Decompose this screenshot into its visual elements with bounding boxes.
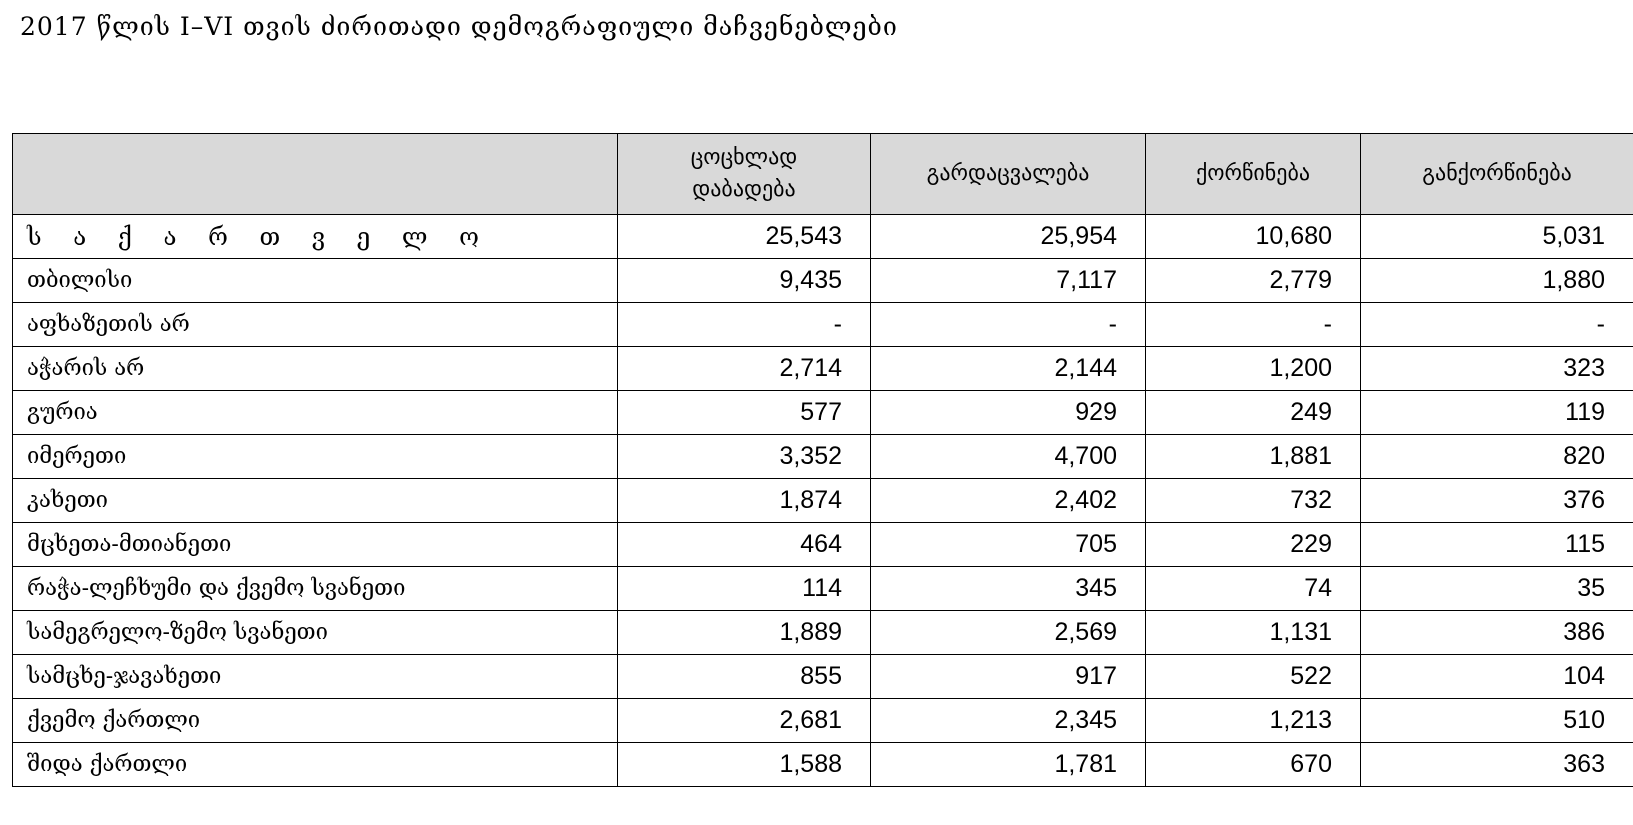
table-row [13,259,1633,303]
marriages-cell: 10,680 [1146,215,1361,259]
divorces-cell: 323 [1361,347,1633,391]
births-cell: 1,588 [618,743,871,787]
region-cell: სამეგრელო-ზემო სვანეთი [13,611,618,655]
table-row [13,743,1633,787]
deaths-cell: 929 [871,391,1146,435]
header-divorces: განქორწინება [1361,134,1633,215]
header-births: ცოცხლად დაბადება [618,134,871,215]
divorces-cell: 119 [1361,391,1633,435]
region-cell: ს ა ქ ა რ თ ვ ე ლ ო [13,215,618,259]
table-row [13,479,1633,523]
table-row [13,655,1633,699]
deaths-cell: - [871,303,1146,347]
deaths-cell: 25,954 [871,215,1146,259]
marriages-cell: 74 [1146,567,1361,611]
header-marriages: ქორწინება [1146,134,1361,215]
table-row [13,303,1633,347]
deaths-cell: 2,402 [871,479,1146,523]
births-cell: 25,543 [618,215,871,259]
births-cell: 464 [618,523,871,567]
table-header-row [13,134,1633,215]
deaths-cell: 345 [871,567,1146,611]
births-cell: - [618,303,871,347]
births-cell: 2,681 [618,699,871,743]
region-cell: აფხაზეთის არ [13,303,618,347]
deaths-cell: 2,345 [871,699,1146,743]
divorces-cell: 820 [1361,435,1633,479]
marriages-cell: 1,131 [1146,611,1361,655]
marriages-cell: 1,213 [1146,699,1361,743]
marriages-cell: 249 [1146,391,1361,435]
divorces-cell: 363 [1361,743,1633,787]
table-row-total [13,215,1633,259]
marriages-cell: 732 [1146,479,1361,523]
divorces-cell: 1,880 [1361,259,1633,303]
divorces-cell: 104 [1361,655,1633,699]
marriages-cell: - [1146,303,1361,347]
births-cell: 3,352 [618,435,871,479]
divorces-cell: 376 [1361,479,1633,523]
births-cell: 1,889 [618,611,871,655]
divorces-cell: 386 [1361,611,1633,655]
header-region [13,134,618,215]
divorces-cell: - [1361,303,1633,347]
deaths-cell: 917 [871,655,1146,699]
deaths-cell: 2,569 [871,611,1146,655]
demographics-table [12,133,1633,787]
divorces-cell: 115 [1361,523,1633,567]
region-cell: რაჭა-ლეჩხუმი და ქვემო სვანეთი [13,567,618,611]
table-row [13,435,1633,479]
region-cell: მცხეთა-მთიანეთი [13,523,618,567]
region-cell: ქვემო ქართლი [13,699,618,743]
table-row [13,347,1633,391]
region-cell: იმერეთი [13,435,618,479]
deaths-cell: 7,117 [871,259,1146,303]
page-title: 2017 წლის I–VI თვის ძირითადი დემოგრაფიული მაჩვენებლები [20,12,898,41]
region-cell: თბილისი [13,259,618,303]
divorces-cell: 510 [1361,699,1633,743]
region-cell: აჭარის არ [13,347,618,391]
table-row [13,523,1633,567]
header-deaths: გარდაცვალება [871,134,1146,215]
divorces-cell: 35 [1361,567,1633,611]
marriages-cell: 2,779 [1146,259,1361,303]
deaths-cell: 4,700 [871,435,1146,479]
region-cell: შიდა ქართლი [13,743,618,787]
region-cell: გურია [13,391,618,435]
births-cell: 114 [618,567,871,611]
births-cell: 855 [618,655,871,699]
births-cell: 2,714 [618,347,871,391]
marriages-cell: 670 [1146,743,1361,787]
marriages-cell: 229 [1146,523,1361,567]
region-cell: სამცხე-ჯავახეთი [13,655,618,699]
table-row [13,699,1633,743]
marriages-cell: 1,200 [1146,347,1361,391]
births-cell: 577 [618,391,871,435]
deaths-cell: 1,781 [871,743,1146,787]
table-row [13,611,1633,655]
table-row [13,391,1633,435]
region-cell: კახეთი [13,479,618,523]
births-cell: 9,435 [618,259,871,303]
births-cell: 1,874 [618,479,871,523]
marriages-cell: 1,881 [1146,435,1361,479]
deaths-cell: 705 [871,523,1146,567]
table-row [13,567,1633,611]
marriages-cell: 522 [1146,655,1361,699]
divorces-cell: 5,031 [1361,215,1633,259]
deaths-cell: 2,144 [871,347,1146,391]
